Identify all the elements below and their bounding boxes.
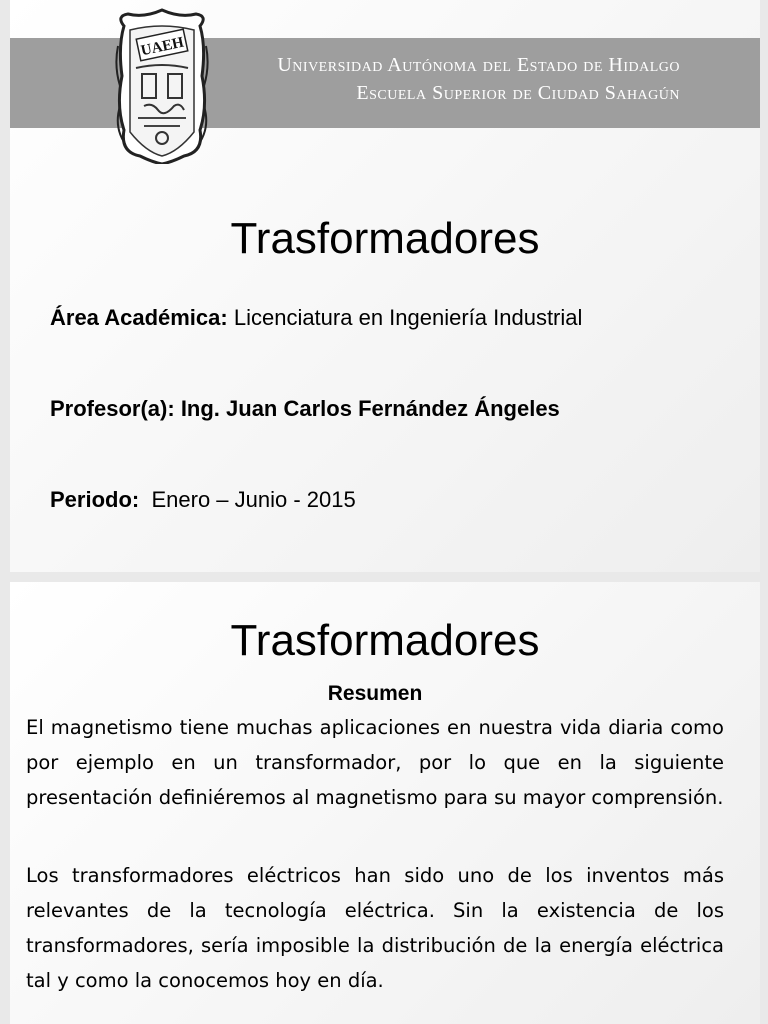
university-name: Universidad Autónoma del Estado de Hidalgo xyxy=(277,54,680,76)
seal-text: UAEH xyxy=(139,34,186,60)
slide-title: Trasformadores xyxy=(230,214,540,263)
area-academica-row xyxy=(50,305,582,331)
uaeh-seal-icon xyxy=(114,6,210,164)
profesor-label: Profesor(a): xyxy=(50,396,175,421)
area-label: Área Académica: xyxy=(50,305,228,330)
profesor-value: Ing. Juan Carlos Fernández Ángeles xyxy=(180,396,560,421)
summary-heading: Resumen xyxy=(327,682,423,705)
periodo-row xyxy=(50,487,356,513)
summary-slide xyxy=(10,582,760,1024)
summary-paragraph: Los transformadores eléctricos han sido uno de los inventos más relevantes de la tecnología eléctrica. Sin la existencia de los transformadores, sería imposible la distribución de la energía eléctrica tal y como la conocemos hoy en día. xyxy=(26,864,724,992)
slide-title: Trasformadores xyxy=(230,616,540,665)
profesor-row xyxy=(50,396,560,422)
area-value: Licenciatura en Ingeniería Industrial xyxy=(233,305,583,330)
summary-paragraph: El magnetismo tiene muchas aplicaciones en nuestra vida diaria como por ejemplo en un transformador, por lo que en la siguiente presentación definiéremos al magnetismo para su mayor comprensión. xyxy=(26,716,724,809)
periodo-value: Enero – Junio - 2015 xyxy=(151,487,356,512)
title-slide xyxy=(10,0,760,572)
periodo-label: Periodo: xyxy=(50,487,140,512)
school-name: Escuela Superior de Ciudad Sahagún xyxy=(356,82,680,104)
